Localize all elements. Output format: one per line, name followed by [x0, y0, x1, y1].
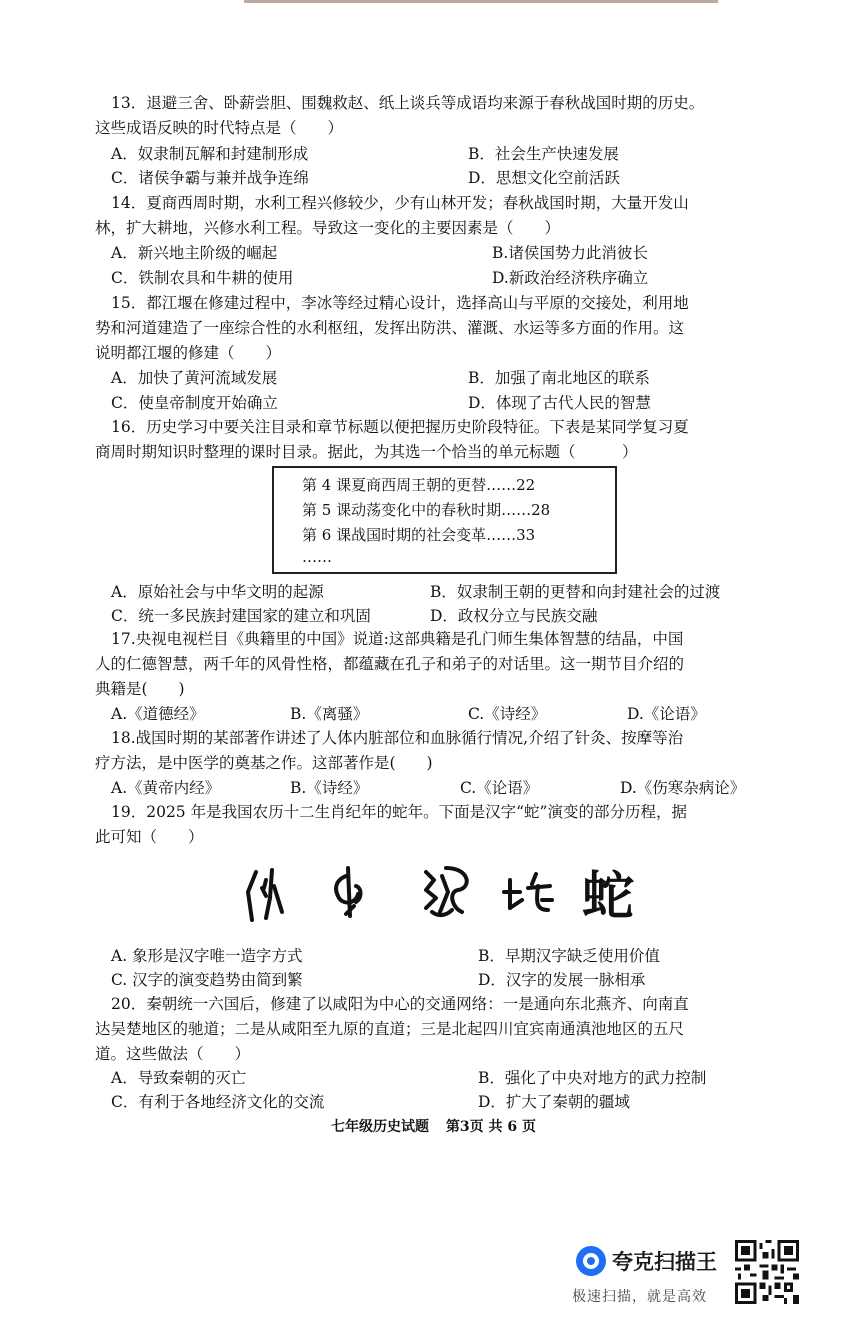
option-c: C．有利于各地经济文化的交流	[111, 1093, 325, 1111]
question-stem: 19．2025 年是我国农历十二生肖纪年的蛇年。下面是汉字“蛇”演变的部分历程，据	[111, 803, 687, 821]
toc-ellipsis: ……	[302, 548, 332, 566]
toc-entry: 第 6 课战国时期的社会变革……33	[302, 526, 536, 544]
option-a: A．加快了黄河流域发展	[111, 369, 278, 387]
watermark-brand: 夸克扫描王	[612, 1250, 717, 1274]
question-stem: 道。这些做法（ ）	[95, 1045, 251, 1063]
regular-script-glyph: 蛇	[581, 866, 635, 927]
question-stem: 说明都江堰的修建（ ）	[95, 344, 282, 362]
option-a: A.《黄帝内经》	[111, 779, 221, 797]
option-b: B．早期汉字缺乏使用价值	[478, 947, 660, 965]
option-b: B.《离骚》	[290, 705, 369, 723]
option-d: D．汉字的发展一脉相承	[478, 971, 646, 989]
option-b: B.诸侯国势力此消彼长	[492, 244, 648, 262]
option-c: C.《诗经》	[468, 705, 547, 723]
toc-entry: 第 4 课夏商西周王朝的更替……22	[302, 476, 536, 494]
question-stem: 疗方法，是中医学的奠基之作。这部著作是( )	[95, 754, 433, 772]
watermark-slogan: 极速扫描，就是高效	[572, 1289, 707, 1305]
question-stem: 18.战国时期的某部著作讲述了人体内脏部位和血脉循行情况,介绍了针灸、按摩等治	[111, 729, 684, 747]
option-b: B．奴隶制王朝的更替和向封建社会的过渡	[430, 583, 721, 601]
option-d: D．扩大了秦朝的疆域	[478, 1093, 630, 1111]
footer-subject: 七年级历史试题	[331, 1119, 429, 1135]
snake-character-evolution-image	[0, 858, 867, 928]
option-a: A.《道德经》	[111, 705, 205, 723]
option-c: C.《论语》	[460, 779, 539, 797]
option-a: A．奴隶制瓦解和封建制形成	[111, 145, 309, 163]
option-d: D.新政治经济秩序确立	[492, 269, 649, 287]
option-d: D．体现了古代人民的智慧	[468, 394, 651, 412]
option-c: C．统一多民族封建国家的建立和巩固	[111, 607, 371, 625]
option-b: B.《诗经》	[290, 779, 369, 797]
question-stem: 典籍是( )	[95, 680, 185, 698]
option-a: A. 象形是汉字唯一造字方式	[111, 947, 303, 965]
footer-page-number: 第3页 共 6 页	[445, 1119, 536, 1135]
question-stem: 人的仁德智慧，两千年的风骨性格，都蕴藏在孔子和弟子的对话里。这一期节目介绍的	[95, 655, 685, 673]
option-d: D．思想文化空前活跃	[468, 169, 620, 187]
question-stem: 林，扩大耕地，兴修水利工程。导致这一变化的主要因素是（ ）	[95, 219, 561, 237]
question-stem: 商周时期知识时整理的课时目录。据此，为其选一个恰当的单元标题（ ）	[95, 443, 638, 461]
question-stem: 16．历史学习中要关注目录和章节标题以便把握历史阶段特征。下表是某同学复习夏	[111, 418, 689, 436]
page-footer	[0, 1116, 867, 1136]
question-stem: 达吴楚地区的驰道；二是从咸阳至九原的直道；三是北起四川宜宾南通滇池地区的五尺	[95, 1020, 685, 1038]
option-d: D.《论语》	[627, 705, 706, 723]
question-stem: 14．夏商西周时期，水利工程兴修较少，少有山林开发；春秋战国时期，大量开发山	[111, 194, 689, 212]
oracle-bone-glyph	[248, 870, 282, 920]
bronze-glyph	[336, 868, 360, 916]
question-stem: 20．秦朝统一六国后，修建了以咸阳为中心的交通网络：一是通向东北燕齐、向南直	[111, 995, 689, 1013]
seal-script-glyph	[426, 868, 467, 915]
qr-code-icon	[735, 1240, 799, 1304]
option-a: A．新兴地主阶级的崛起	[111, 244, 278, 262]
option-b: B．强化了中央对地方的武力控制	[478, 1069, 707, 1087]
option-c: C．诸侯争霸与兼并战争连绵	[111, 169, 309, 187]
option-a: A．导致秦朝的灭亡	[111, 1069, 247, 1087]
quark-logo-icon	[574, 1244, 608, 1278]
option-d: D.《伤寒杂病论》	[620, 779, 746, 797]
question-stem: 这些成语反映的时代特点是（ ）	[95, 119, 344, 137]
option-b: B．加强了南北地区的联系	[468, 369, 650, 387]
clerical-script-glyph	[504, 874, 552, 910]
option-c: C．使皇帝制度开始确立	[111, 394, 278, 412]
toc-entry: 第 5 课动荡变化中的春秋时期……28	[302, 501, 551, 519]
question-stem: 17.央视电视栏目《典籍里的中国》说道:这部典籍是孔门师生集体智慧的结晶，中国	[111, 630, 684, 648]
table-of-contents-box	[272, 466, 617, 574]
option-b: B．社会生产快速发展	[468, 145, 619, 163]
question-stem: 势和河道建造了一座综合性的水利枢纽，发挥出防洪、灌溉、水运等多方面的作用。这	[95, 319, 685, 337]
scan-top-edge	[244, 0, 718, 3]
option-d: D．政权分立与民族交融	[430, 607, 598, 625]
option-a: A．原始社会与中华文明的起源	[111, 583, 324, 601]
option-c: C. 汉字的演变趋势由简到繁	[111, 971, 303, 989]
question-stem: 13．退避三舍、卧薪尝胆、围魏救赵、纸上谈兵等成语均来源于春秋战国时期的历史。	[111, 94, 705, 112]
option-c: C．铁制农具和牛耕的使用	[111, 269, 294, 287]
question-stem: 15．都江堰在修建过程中，李冰等经过精心设计，选择高山与平原的交接处，利用地	[111, 294, 689, 312]
question-stem: 此可知（ ）	[95, 828, 204, 846]
